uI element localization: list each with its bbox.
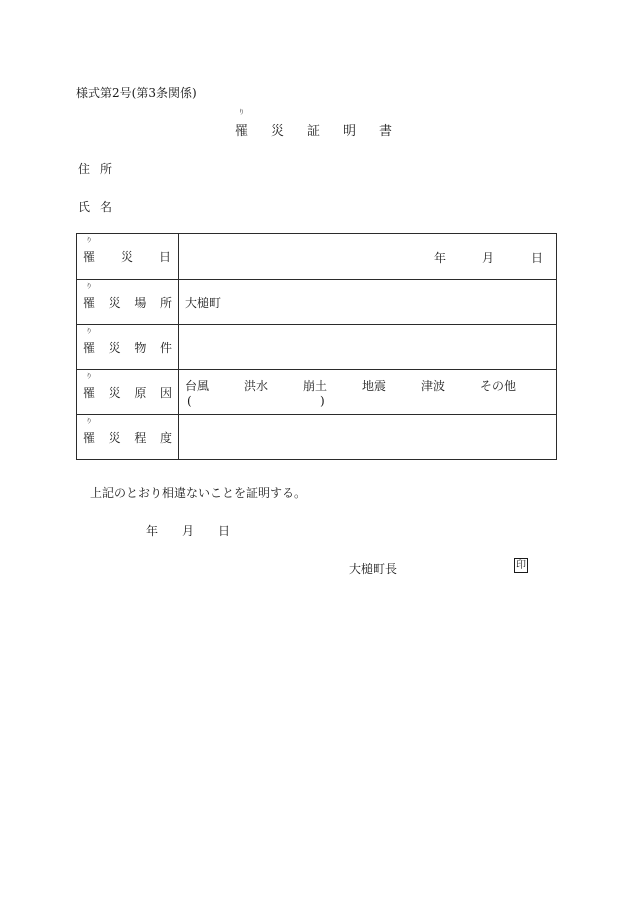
cause-options [179,377,556,394]
table-row-disaster-cause [77,370,557,415]
disaster-cause-field [179,370,557,415]
seal-mark: 印 [516,560,526,571]
table-row-disaster-property [77,325,557,370]
mayor-title: 大槌町長 [349,562,398,576]
cause-option-typhoon[interactable]: 台風 [185,378,210,393]
title-char-ri: り 罹 [235,109,249,139]
row-label: り 罹 災 程 度 [77,415,179,460]
certificate-table [76,233,557,460]
day-unit: 日 [531,251,544,265]
table-row-disaster-degree [77,415,557,460]
row-label: り 罹 災 場 所 [77,280,179,325]
row-label: り 罹 災 物 件 [77,325,179,370]
cause-option-other[interactable]: その他 [480,378,517,393]
row-label: り 罹 災 日 [77,234,179,280]
document-title [235,109,392,139]
cause-option-earthquake[interactable]: 地震 [362,378,387,393]
year-unit: 年 [434,251,447,265]
title-char: 書 [378,124,392,139]
cause-option-landslide[interactable]: 崩土 [303,378,328,393]
day-unit: 日 [218,524,231,538]
disaster-date-field[interactable] [179,234,557,280]
title-char: 災 [270,124,284,139]
title-char: 明 [342,124,356,139]
month-unit: 月 [182,524,195,538]
table-row-disaster-location [77,280,557,325]
disaster-location-field[interactable]: 大槌町 [179,280,557,325]
paren-open: ( [187,393,192,408]
row-ruby: り [85,237,93,244]
cause-option-tsunami[interactable]: 津波 [421,378,446,393]
paren-close: ) [320,393,325,408]
address-label: 住 所 [78,162,112,176]
table-row-disaster-date [77,234,557,280]
year-unit: 年 [146,524,159,538]
certification-statement: 上記のとおり相違ないことを証明する。 [90,486,307,500]
disaster-property-field[interactable] [179,325,557,370]
row-label: り 罹 災 原 因 [77,370,179,415]
title-ruby: り [238,109,245,116]
form-number: 様式第2号(第3条関係) [76,86,197,100]
issue-date [146,522,230,539]
month-unit: 月 [482,251,495,265]
other-cause-input[interactable] [179,394,556,408]
cause-option-flood[interactable]: 洪水 [244,378,269,393]
title-char: 証 [306,124,320,139]
disaster-degree-field[interactable] [179,415,557,460]
name-label: 氏 名 [78,200,112,214]
